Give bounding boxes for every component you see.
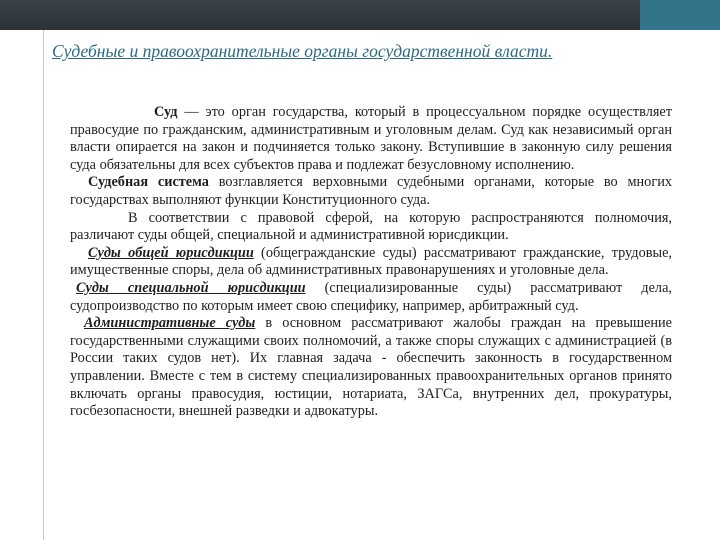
paragraph-special-courts: [70, 280, 672, 315]
paragraph-court-definition: [70, 104, 672, 174]
term-general-courts: Суды общей юрисдикции: [88, 244, 254, 261]
term-court: Суд: [154, 104, 178, 120]
paragraph-text: возглавляется верховными судебными органами, которые во многих государствах выполняют функции Конституционного суда.: [70, 174, 672, 208]
paragraph-text: в основном рассматривают жалобы граждан на превышение государственными служащими своих полномочий, а также споры служащих с администрацией (в России таких судов нет). Их главная задача - обеспечить законность в государственном управлении. Вместе с тем в систему специализированных правоохранительных органов принято включать органы правосудия, юстиции, нотариата, ЗАГСа, внутренних дел, прокуратуры, госбезопасности, внешней разведки и адвокатуры.: [70, 315, 673, 420]
top-bar: [0, 0, 720, 30]
top-bar-accent: [640, 0, 720, 30]
term-administrative-courts: Административные суды: [84, 315, 256, 332]
left-divider: [43, 30, 44, 540]
paragraph-general-courts: [70, 245, 672, 280]
paragraph-text: — это орган государства, который в процессуальном порядке осуществляет правосудие по гражданским, административным и уголовным делам. Суд как независимый орган власти опирается на закон и подчиняется только закону. Вступившие в законную силу решения суда обязательны для всех субъектов права и подлежат безусловному исполнению.: [70, 104, 672, 173]
paragraph-administrative-courts: [70, 315, 672, 421]
slide-body: [70, 104, 672, 421]
term-special-courts: Суды специальной юрисдикции: [76, 279, 306, 296]
paragraph-text: (специализированные суды) рассматривают дела, судопроизводство по которым имеет свою специфику, например, арбитражный суд.: [70, 279, 672, 314]
term-judicial-system: Судебная система: [88, 174, 209, 191]
paragraph-jurisdiction: [70, 210, 672, 245]
paragraph-judicial-system: [70, 174, 672, 209]
slide-title: Судебные и правоохранительные органы государственной власти.: [52, 41, 553, 61]
paragraph-text: (общегражданские суды) рассматривают гражданские, трудовые, имущественные споры, дела об административных правонарушениях и уголовные дела.: [70, 244, 673, 279]
paragraph-text: В соответствии с правовой сферой, на которую распространяются полномочия, различают суды общей, специальной и административной юрисдикции.: [70, 209, 672, 244]
